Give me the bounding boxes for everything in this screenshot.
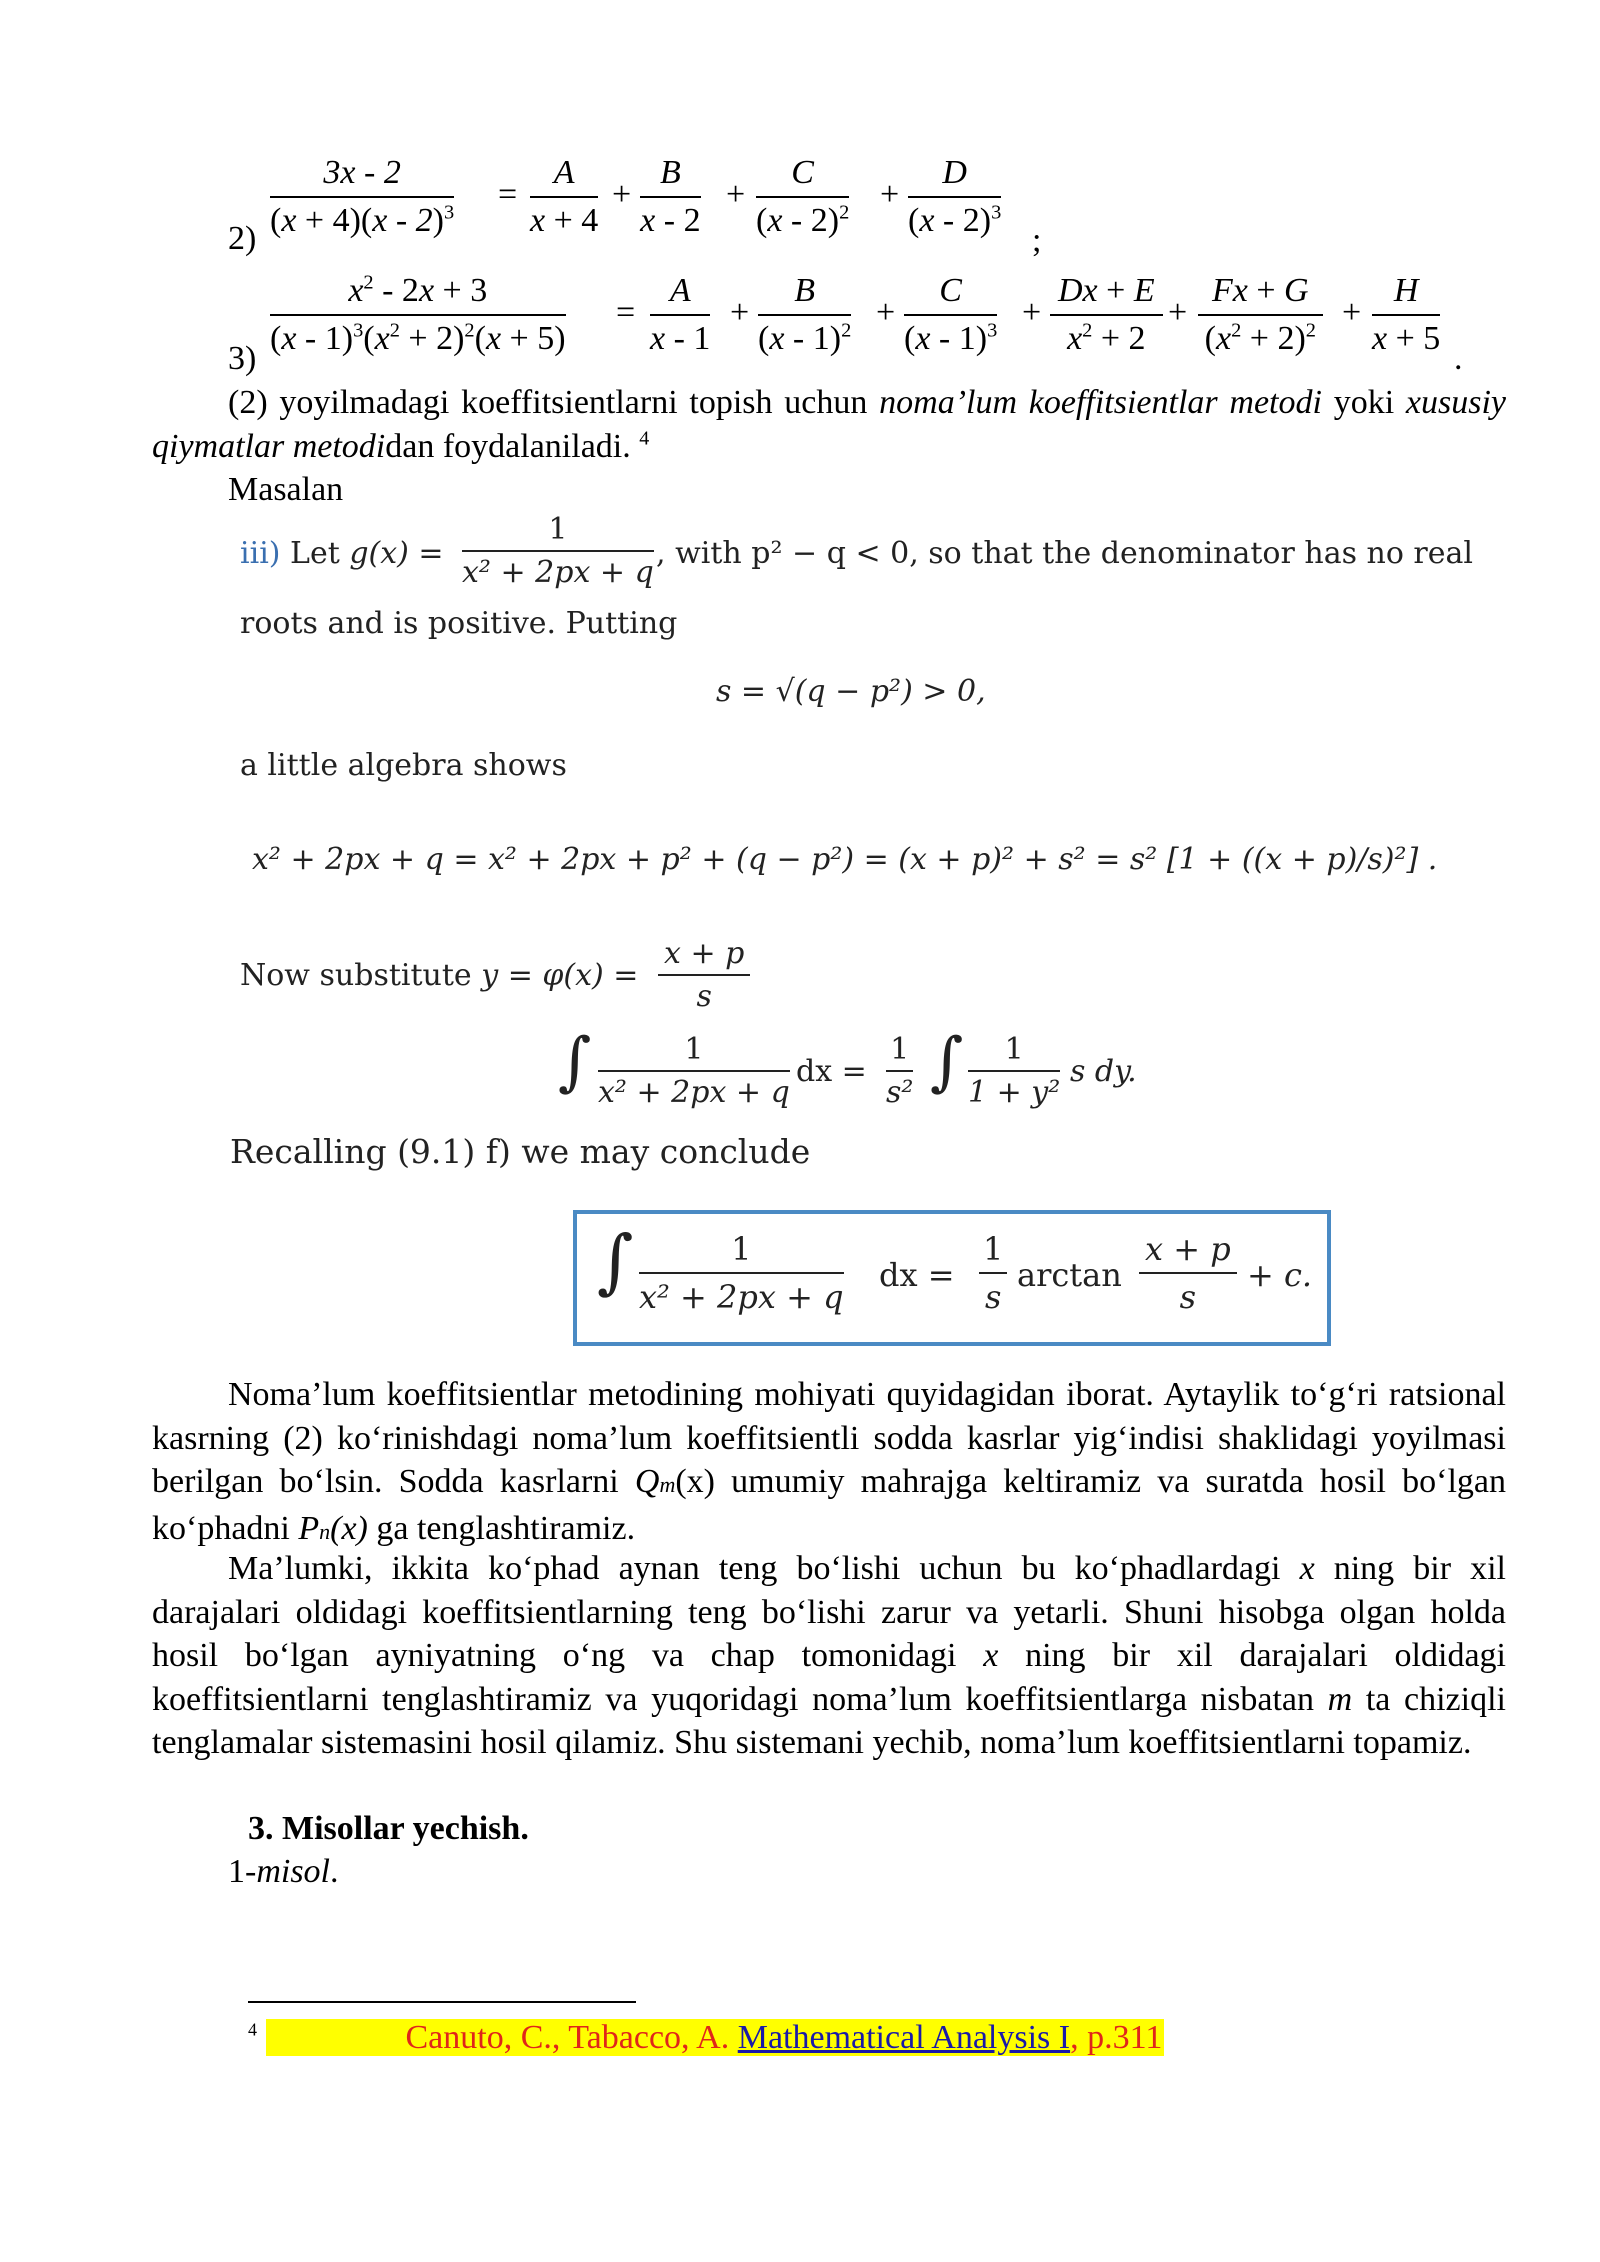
method-paragraph: Noma’lum koeffitsientlar metodining mohiyati quyidagidan iborat. Aytaylik to‘g‘ri ratsional kasrning (2) ko‘rinishdagi noma’lum koeffitsientli sodda kasrlar yig‘indisi shaklidagi yoyilmasi berilgan bo‘lsin. Sodda kasrlarni Qm(x) umumiy mahrajga keltiramiz va suratda hosil bo‘lgan ko‘phadni Pn(x) ga tenglashtiramiz. [152, 1376, 1506, 1547]
integrand-fraction: 1 x² + 2px + q [639, 1230, 844, 1316]
example-label: 1-misol. [228, 1853, 339, 1890]
equation-label: 2) [228, 220, 257, 257]
integral-sign: ∫ [597, 1220, 634, 1302]
term-fraction: C (x - 2)$^2$ [756, 154, 850, 239]
g-fraction: 1 x² + 2px + q [462, 512, 654, 590]
footnote-mark: 4 [248, 2019, 257, 2040]
footnote-separator [248, 2001, 636, 2003]
footnote [248, 2018, 1164, 2058]
integral-sign: ∫ [558, 1025, 592, 1099]
term-fraction: B (x - 1)$^2$ [758, 272, 852, 357]
equation-label: 3) [228, 340, 257, 377]
term-fraction: A x + 4 [530, 154, 599, 239]
term-fraction: H x + 5 [1372, 272, 1441, 357]
equation-2: 2) 3x - 2 (x + 4)(x - 2)$^3$ = A x + 4 + B x - 2 + C (x - 2)$^2$ + D (x - 2)$^3$ ; [228, 154, 1042, 259]
footnote-reference[interactable]: 4 [639, 427, 650, 450]
integrand-fraction: 1 1 + y² [968, 1032, 1061, 1110]
term-fraction: Fx + G $(x^2 + 2)^2$ [1198, 272, 1323, 358]
integrand-fraction: 1 x² + 2px + q [598, 1032, 790, 1110]
completing-square-identity: x² + 2px + q = x² + 2px + p² + (q − p²) = (x + p)² + s² = s² [1 + ((x + p)/s)²] . [252, 842, 1438, 877]
textbook-excerpt: iii) Let g(x) = 1 x² + 2px + q , with p² − q < 0, so that the denominator has no real roots and is positive. Putting s = √(q − p²) > 0, a little algebra shows x² + 2px + q = x² + 2px + p² + (q − p²) = (x + p)² + s² = s² [1 + ((x + p)/s)²] . Now substitute y = φ(x) = x + p s ∫ 1 x² + 2px + q dx = 1 s² ∫ 1 1 + y² s dy. Recalling (9.1) f) we may conclude [230, 512, 1474, 1171]
coefficients-paragraph: Ma’lumki, ikkita ko‘phad aynan teng bo‘lishi uchun bu ko‘phadlardagi x ning bir xil darajalari oldidagi koeffitsientlarning teng bo‘lishi zarur va yetarli. Shuni hisobga olgan holda hosil bo‘lgan ayniyatning o‘ng va chap tomonidagi x ning bir xil darajalari oldidagi koeffitsientlarni tenglashtiramiz va yuqoridagi noma’lum koeffitsientlarga nisbatan m ta chiziqli tenglamalar sistemasini hosil qilamiz. Shu sistemani yechib, noma’lum koeffitsientlarni topamiz. [152, 1550, 1507, 1761]
coefficient-fraction: 1 s² [886, 1032, 914, 1110]
term-fraction: C (x - 1)$^3$ [904, 272, 998, 357]
arctan-argument-fraction: x + p s [1139, 1230, 1237, 1316]
footnote-highlight: Canuto, C., Tabacco, A. Mathematical Analysis I, p.311 [266, 2019, 1165, 2056]
footnote-book-link[interactable]: Mathematical Analysis I [737, 2019, 1071, 2056]
lhs-fraction: 3x - 2 (x + 4)(x - 2)$^3$ [270, 154, 455, 239]
intro-paragraph: (2) yoyilmadagi koeffitsientlarni topish uchun noma’lum koeffitsientlar metodi yoki xususiy qiymatlar metodidan foydalaniladi. $^4$ [152, 384, 1506, 465]
term-fraction: D (x - 2)$^3$ [908, 154, 1002, 239]
coefficient-fraction: 1 s [979, 1230, 1007, 1316]
term-fraction: Dx + E $x^2 + 2$ [1050, 272, 1163, 358]
term-fraction: A x - 1 [650, 272, 711, 357]
y-fraction: x + p s [658, 936, 750, 1014]
section-heading: 3. Misollar yechish. [248, 1810, 529, 1847]
integral-sign: ∫ [930, 1025, 964, 1099]
s-definition: s = √(q − p²) > 0, [716, 674, 986, 709]
lhs-fraction: $x^2 - 2x + 3$ $(x - 1)^3(x^2 + 2)^2(x + 5)$ [270, 271, 566, 357]
equation-3: 3) $x^2 - 2x + 3$ $(x - 1)^3(x^2 + 2)^2(x + 5)$ = A x - 1 + B (x - 1)$^2$ + C (x - 1)$^3$ + Dx + E $x^2 + 2$ + Fx + G $(x^2 + 2)^2$ + H x + 5 . [228, 271, 1463, 377]
item-label: iii) [240, 536, 281, 571]
result-box: ∫ 1 x² + 2px + q dx = 1 s arctan x + p s + c. [573, 1210, 1331, 1346]
term-fraction: B x - 2 [640, 154, 701, 239]
masalan-label: Masalan [228, 471, 344, 508]
